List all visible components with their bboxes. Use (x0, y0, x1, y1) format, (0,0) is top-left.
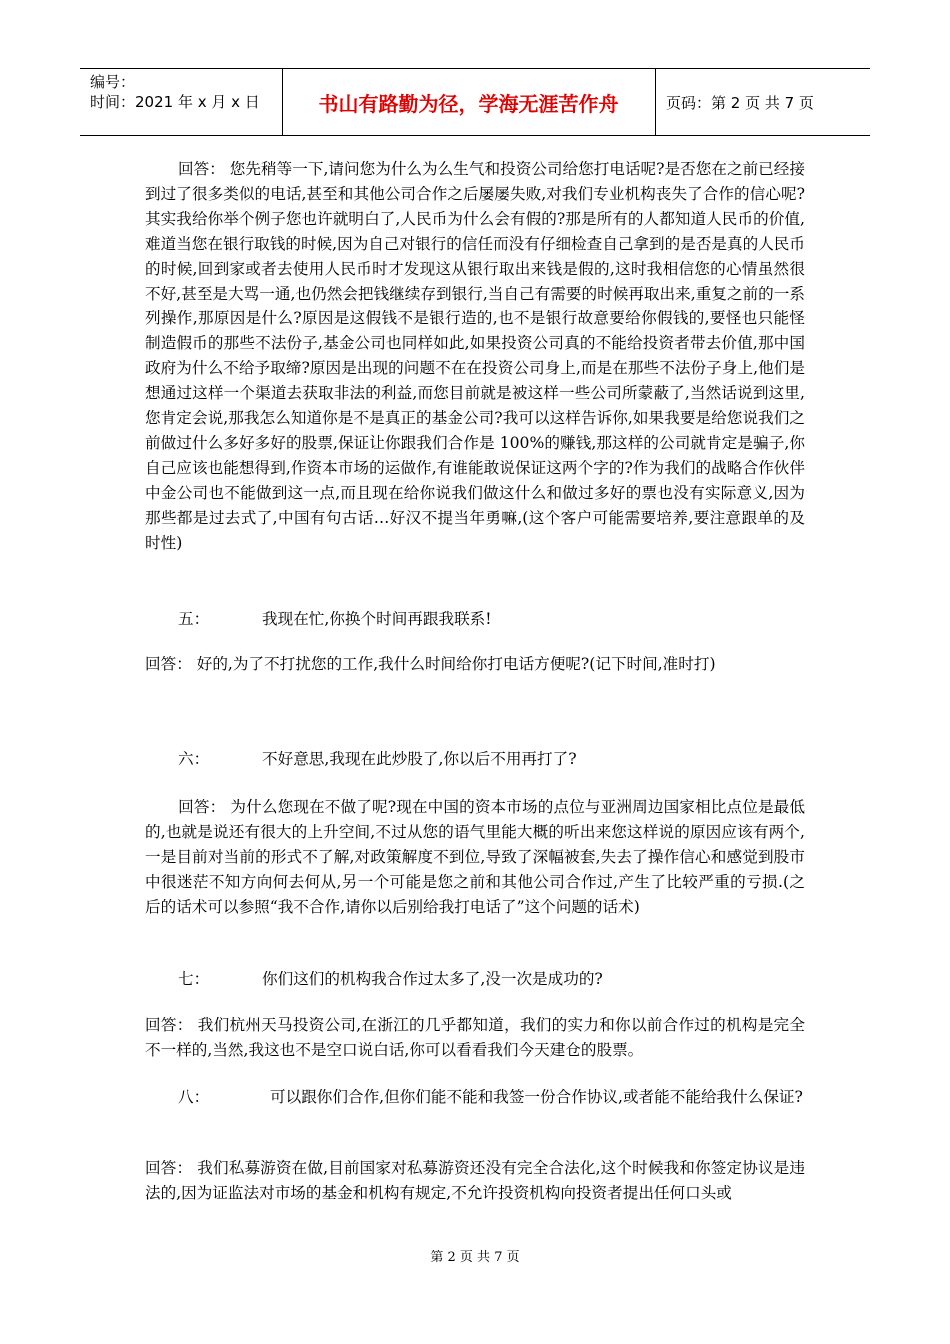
document-number-label: 编号： (90, 73, 136, 91)
answer-paragraph (145, 652, 805, 677)
page-footer: 第 2 页 共 7 页 (430, 1250, 520, 1265)
question-number: 八： (178, 1088, 210, 1106)
answer-text: 回答： 您先稍等一下,请问您为什么为么生气和投资公司给您打电话呢?是否您在之前已经接到过了很多类似的电话,甚至和其他公司合作之后屡屡失败,对我们专业机构丧失了合作的信心呢?其实我给你举个例子您也许就明白了,人民币为什么会有假的?那是所有的人都知道人民币的价值,难道当您在银行取钱的时候,因为自己对银行的信任而没有仔细检查自己拿到的是否是真的人民币的时候,回到家或者去使用人民币时才发现这从银行取出来钱是假的,这时我相信您的心情虽然很不好,甚至是大骂一通,也仍然会把钱继续存到银行,当自己有需要的时候再取出来,重复之前的一系列操作,那原因是什么?原因是这假钱不是银行造的,也不是银行故意要给你假钱的,要怪也只能怪制造假币的那些不法份子,基金公司也同样如此,如果投资公司真的不能给投资者带去价值,那中国政府为什么不给予取缔?原因是出现的问题不在在投资公司身上,而是在那些不法份子身上,他们是想通过这样一个渠道去获取非法的利益,而您目前就是被这样一些公司所蒙蔽了,当然话说到这里,您肯定会说,那我怎么知道你是不是真正的基金公司?我可以这样告诉你,如果我要是给您说我们之前做过什么多好多好的股票,保证让你跟我们合作是 100%的赚钱,那这样的公司就肯定是骗子,你自己应该也能想得到,作资本市场的运做作,有谁能敢说保证这两个字的?作为我们的战略合作伙伴中金公司也不能做到这一点,而且现在给你说我们做这什么和做过多好的票也没有实际意义,因为那些都是过去式了,中国有句古话…好汉不提当年勇嘛,(这个客户可能需要培养,要注意跟单的及时性) (145, 160, 805, 552)
question-line (178, 967, 603, 992)
answer-paragraph (145, 1013, 805, 1063)
header-table (80, 68, 870, 136)
question-number: 七： (178, 970, 210, 988)
question-paragraph (145, 1085, 805, 1110)
document-date: 时间：2021 年 x 月 x 日 (90, 93, 260, 111)
answer-text: 回答： 好的,为了不打扰您的工作,我什么时间给你打电话方便呢?(记下时间,准时打) (145, 655, 716, 673)
question-number: 六： (178, 750, 210, 768)
question-number: 五： (178, 610, 210, 628)
header-motto: 书山有路勤为径，学海无涯苦作舟 (318, 91, 619, 116)
answer-paragraph (145, 157, 805, 556)
question-line (178, 747, 577, 772)
question-text: 不好意思,我现在此炒股了,你以后不用再打了? (262, 750, 577, 768)
answer-paragraph (145, 1156, 805, 1206)
question-text: 你们这们的机构我合作过太多了,没一次是成功的? (262, 970, 603, 988)
question-text: 我现在忙,你换个时间再跟我联系! (262, 610, 492, 628)
answer-text: 回答： 我们私募游资在做,目前国家对私募游资还没有完全合法化,这个时候我和你签定协议是违法的,因为证监法对市场的基金和机构有规定,不允许投资机构向投资者提出任何口头或 (145, 1159, 805, 1202)
question-text: 可以跟你们合作,但你们能不能和我签一份合作协议,或者能不能给我什么保证? (270, 1088, 803, 1106)
header-divider (655, 68, 656, 136)
answer-paragraph (145, 795, 805, 920)
header-meta (90, 72, 260, 112)
question-line (178, 607, 492, 632)
header-page-code: 页码：第 2 页 共 7 页 (666, 93, 814, 112)
answer-text: 回答： 我们杭州天马投资公司,在浙江的几乎都知道，我们的实力和你以前合作过的机构是完全不一样的,当然,我这也不是空口说白话,你可以看看我们今天建仓的股票。 (145, 1016, 805, 1059)
answer-text: 回答： 为什么您现在不做了呢?现在中国的资本市场的点位与亚洲周边国家相比点位是最低的,也就是说还有很大的上升空间,不过从您的语气里能大概的听出来您这样说的原因应该有两个,一是目前对当前的形式不了解,对政策解度不到位,导致了深幅被套,失去了操作信心和感觉到股市中很迷茫不知方向何去何从,另一个可能是您之前和其他公司合作过,产生了比较严重的亏损.(之后的话术可以参照“我不合作,请你以后别给我打电话了”这个问题的话术) (145, 798, 805, 916)
